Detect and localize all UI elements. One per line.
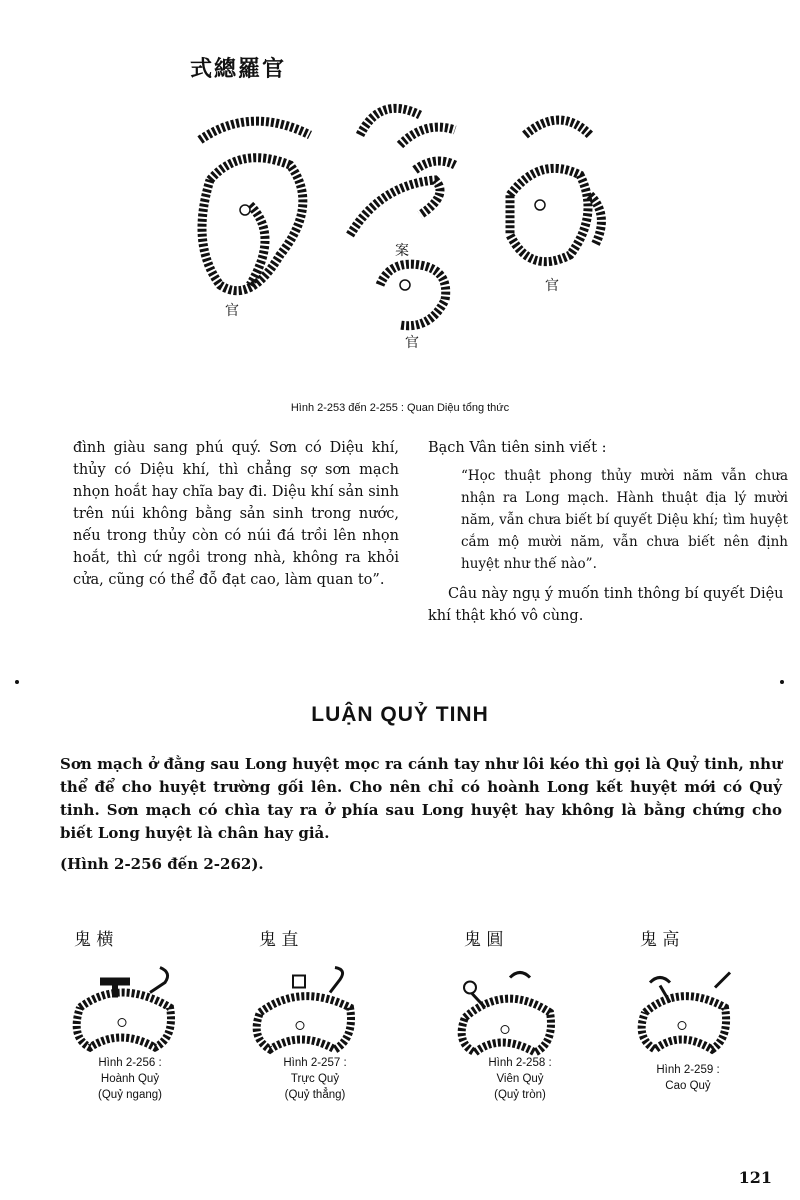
small-figure-2-chars: 鬼 直: [259, 930, 299, 950]
small-caption-2: [240, 1055, 390, 1103]
top-figure-caption: Hình 2-253 đến 2-255 : Quan Diệu tổng thức: [290, 402, 510, 414]
small-caption-1-line2: Hoành Quỷ: [100, 1073, 160, 1085]
label-right: 官: [545, 278, 559, 294]
small-caption-4-line1: Hình 2-259 :: [656, 1064, 720, 1076]
label-mid-case: 案: [395, 243, 409, 259]
small-caption-3-line2: Viên Quỷ: [496, 1073, 544, 1085]
small-caption-3: [445, 1055, 595, 1103]
section-heading: LUẬN QUỶ TINH: [311, 703, 489, 726]
small-figure-1-chars: 鬼 横: [74, 930, 114, 950]
small-figure-4: [630, 925, 760, 1079]
scan-speck: [15, 680, 19, 684]
right-mountain-arm: [590, 195, 601, 245]
right-mountain-cap: [525, 120, 590, 135]
small-figure-4-illustration: [630, 950, 760, 1075]
small-caption-1-line1: Hình 2-256 :: [98, 1057, 162, 1069]
quote-text: “Học thuật phong thủy mười năm vẫn chưa nhận ra Long mạch. Hành thuật địa lý mười năm, vẫn chưa biết bí quyết Diệu khí; tìm huyệt cắm mộ mười năm, vẫn chưa biết nên định huyệt như thế nào”.: [461, 468, 788, 572]
small-caption-4: [613, 1062, 763, 1094]
right-hole-marker: [535, 200, 545, 210]
small-figure-3-chars: 鬼 圓: [464, 930, 504, 950]
right-column: [428, 437, 788, 627]
small-caption-1: [55, 1055, 205, 1103]
page-number: 121: [738, 1168, 772, 1187]
body-paragraph: Sơn mạch ở đằng sau Long huyệt mọc ra cánh tay như lôi kéo thì gọi là Quỷ tinh, như thể để cho huyệt trường gối lên. Cho nên chỉ có hoành Long kết huyệt mới có Quỷ tinh. Sơn mạch có chìa tay ra ở phía sau Long huyệt hay không là bằng chứng cho biết Long huyệt là chân hay giả.: [60, 755, 782, 842]
small-caption-3-line1: Hình 2-258 :: [488, 1057, 552, 1069]
small-caption-2-line3: (Quỷ thẳng): [284, 1089, 346, 1101]
left-column-text: đình giàu sang phú quý. Sơn có Diệu khí, thủy có Diệu khí, thì chẳng sợ sơn mạch nhọn hoắt hay chĩa bay đi. Diệu khí sản sinh trên núi không bằng sản sinh trong nước, nếu trong thủy còn có núi đá trồi lên nhọn hoắt, thì cứ ngồi trong nhà, không ra khỏi cửa, cũng có thể đỗ đạt cao, làm quan to”.: [73, 440, 399, 588]
quote-conclusion: Câu này ngụ ý muốn tinh thông bí quyết Diệu khí thật khó vô cùng.: [428, 586, 784, 624]
mid-ridge: [350, 180, 440, 235]
figure-reference: (Hình 2-256 đến 2-262).: [60, 855, 264, 873]
quote-intro: Bạch Vân tiên sinh viết :: [428, 440, 607, 456]
mid-peak-2: [400, 127, 455, 145]
label-mid: 官: [405, 335, 419, 351]
left-hole-marker: [240, 205, 250, 215]
left-mountain-body: [202, 158, 303, 291]
mid-peak-3: [415, 161, 455, 170]
small-caption-4-line2: Cao Quỷ: [665, 1080, 711, 1092]
left-mountain-cap: [200, 121, 310, 140]
mid-hole-marker: [400, 280, 410, 290]
small-caption-2-line2: Trực Quỷ: [290, 1073, 340, 1085]
top-figure-illustration: [180, 85, 620, 365]
right-mountain-body: [510, 168, 588, 261]
small-caption-1-line3: (Quỷ ngang): [98, 1089, 162, 1101]
small-figure-4-chars: 鬼 高: [640, 930, 680, 950]
scan-speck: [780, 680, 784, 684]
small-caption-2-line1: Hình 2-257 :: [283, 1057, 347, 1069]
figure-title: 式總羅官: [190, 56, 287, 82]
mid-mountain-body: [380, 264, 446, 326]
small-caption-3-line3: (Quỷ tròn): [494, 1089, 546, 1101]
label-left: 官: [225, 303, 239, 319]
